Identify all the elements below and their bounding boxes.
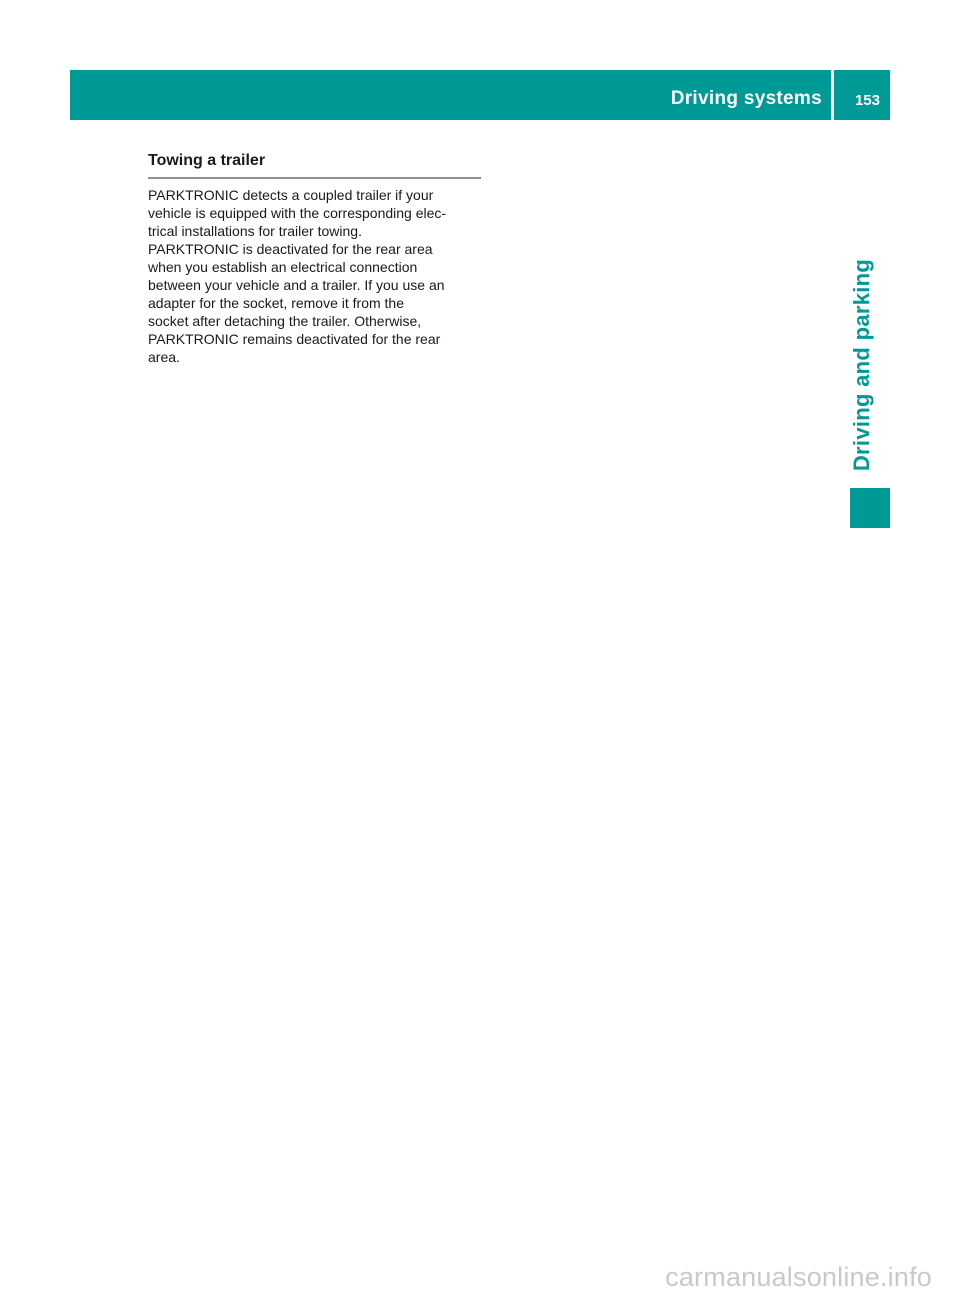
- page-header: [70, 70, 890, 120]
- header-section-title: Driving systems: [670, 88, 822, 109]
- paragraph-line: socket after detaching the trailer. Otherwise,: [148, 313, 422, 329]
- paragraph-line: trical installations for trailer towing.: [148, 223, 362, 239]
- paragraph-line: PARKTRONIC remains deactivated for the rear: [148, 331, 441, 347]
- paragraph-line: PARKTRONIC detects a coupled trailer if your: [148, 187, 434, 203]
- chapter-side-tab-label: Driving and parking: [849, 258, 874, 472]
- heading-rule: [148, 177, 481, 179]
- page-number: 153: [854, 92, 880, 109]
- paragraph-line: adapter for the socket, remove it from the: [148, 295, 405, 311]
- paragraph-line: vehicle is equipped with the corresponding elec-: [148, 205, 447, 221]
- chapter-tab-marker: [850, 488, 890, 528]
- paragraph-line: when you establish an electrical connection: [148, 259, 418, 275]
- paragraph-line: between your vehicle and a trailer. If you use an: [148, 277, 445, 293]
- paragraph-line: area.: [148, 349, 180, 365]
- paragraph-line: PARKTRONIC is deactivated for the rear area: [148, 241, 433, 257]
- section-heading: Towing a trailer: [148, 152, 266, 169]
- watermark: carmanualsonline.info: [665, 1262, 932, 1292]
- chapter-side-tab: [834, 252, 890, 478]
- body-paragraph: [148, 186, 488, 366]
- header-divider: [831, 70, 834, 120]
